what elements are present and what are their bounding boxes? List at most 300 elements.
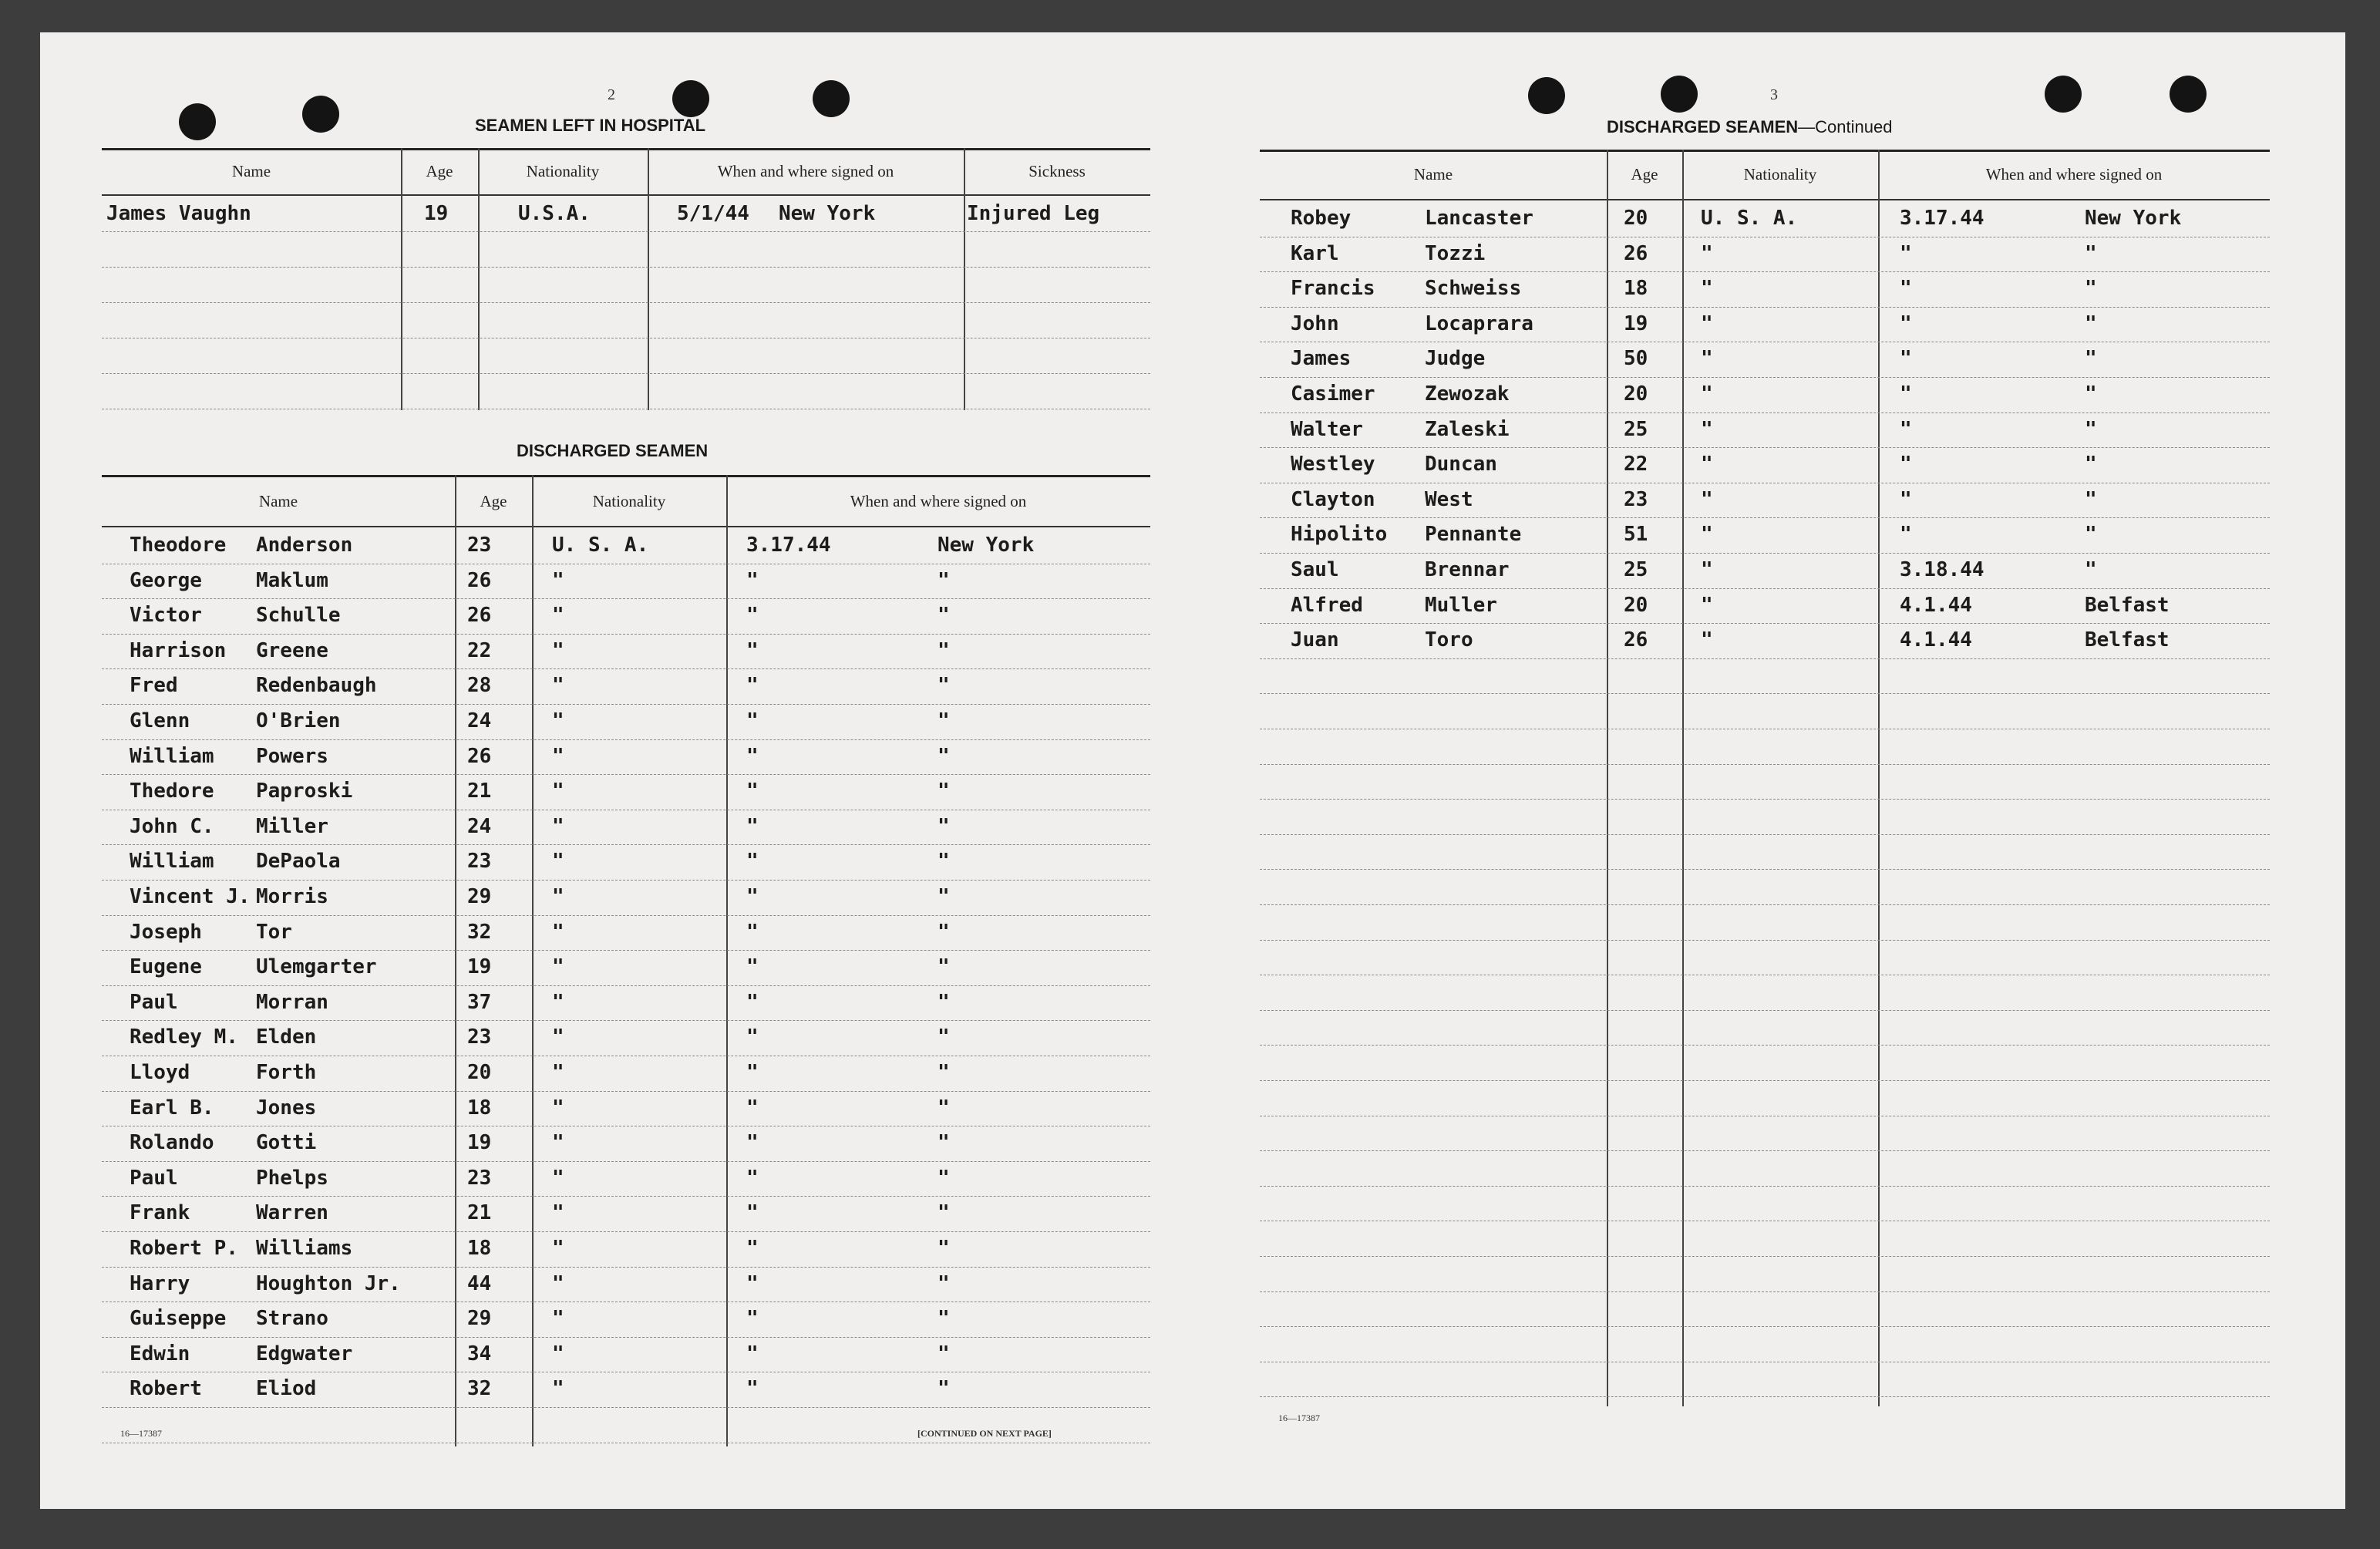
seaman-age: 18: [467, 1237, 492, 1260]
table-row: [1260, 1292, 2270, 1328]
signed-on-place: ": [938, 780, 950, 803]
signed-on-place: ": [938, 568, 950, 592]
seaman-first-name: Robey: [1291, 207, 1352, 230]
seaman-first-name: Edwin: [130, 1342, 190, 1365]
left-page: [102, 32, 1150, 1509]
sickness: Injured Leg: [967, 202, 1100, 225]
seaman-age: 32: [467, 1377, 492, 1401]
seaman-last-name: Tor: [256, 920, 292, 944]
signed-on-place: ": [938, 885, 950, 908]
signed-on-date: 4.1.44: [1900, 628, 1972, 652]
seaman-last-name: Zaleski: [1425, 417, 1510, 441]
seaman-last-name: Edgwater: [256, 1342, 353, 1365]
seaman-nationality: ": [1701, 593, 1713, 617]
seaman-first-name: Saul: [1291, 558, 1339, 581]
table-row: [1260, 342, 2270, 378]
signed-on-date: ": [746, 1307, 759, 1331]
table-row: [1260, 729, 2270, 765]
seaman-last-name: Anderson: [256, 534, 353, 557]
seaman-nationality: ": [552, 1166, 564, 1190]
seaman-age: 29: [467, 885, 492, 908]
signed-on-place: New York: [779, 202, 876, 225]
seaman-first-name: Alfred: [1291, 593, 1363, 617]
table-row: [1260, 518, 2270, 554]
seaman-age: 21: [467, 1201, 492, 1225]
signed-on-place: ": [938, 1131, 950, 1155]
signed-on-place: ": [938, 709, 950, 732]
seaman-first-name: Frank: [130, 1201, 190, 1225]
seaman-first-name: Theodore: [130, 534, 227, 557]
table-row: [1260, 483, 2270, 519]
seaman-last-name: DePaola: [256, 850, 341, 874]
signed-on-date: ": [1900, 417, 1912, 441]
table-row: [102, 1302, 1150, 1338]
seaman-nationality: ": [552, 885, 564, 908]
table-row: [1260, 659, 2270, 695]
seaman-last-name: Zewozak: [1425, 382, 1510, 406]
seaman-last-name: Morris: [256, 885, 328, 908]
section-title-main: DISCHARGED SEAMEN: [1607, 117, 1799, 136]
signed-on-place: ": [938, 1025, 950, 1049]
section-title-continued: —Continued: [1798, 117, 1893, 136]
signed-on-date: ": [1900, 241, 1912, 265]
table-row: [102, 1372, 1150, 1408]
table-row: [102, 1056, 1150, 1092]
seaman-last-name: Warren: [256, 1201, 328, 1225]
table-row: [102, 986, 1150, 1022]
seaman-age: 25: [1624, 558, 1648, 581]
table-row: [102, 599, 1150, 635]
table-row: [1260, 1081, 2270, 1116]
signed-on-place: ": [938, 744, 950, 768]
signed-on-place: ": [2085, 241, 2097, 265]
signed-on-place: New York: [938, 534, 1035, 557]
signed-on-place: ": [2085, 277, 2097, 301]
seaman-last-name: Elden: [256, 1025, 317, 1049]
signed-on-date: ": [746, 1166, 759, 1190]
seaman-first-name: Paul: [130, 1166, 178, 1190]
table-row: [1260, 1116, 2270, 1152]
seaman-nationality: ": [552, 920, 564, 944]
seaman-first-name: John C.: [130, 814, 214, 838]
signed-on-place: ": [2085, 382, 2097, 406]
col-header-nationality: Nationality: [592, 492, 666, 510]
table-row: [1260, 308, 2270, 343]
seaman-first-name: Hipolito: [1291, 523, 1388, 547]
seaman-first-name: Robert P.: [130, 1237, 238, 1260]
col-header-sickness: Sickness: [1028, 162, 1086, 180]
seaman-age: 51: [1624, 523, 1648, 547]
table-row: [1260, 1011, 2270, 1046]
seaman-nationality: ": [552, 1061, 564, 1084]
table-row: [102, 197, 1150, 232]
seaman-age: 19: [424, 202, 449, 225]
table-row: [1260, 870, 2270, 905]
continued-note: [CONTINUED ON NEXT PAGE]: [917, 1428, 1052, 1439]
signed-on-place: ": [938, 920, 950, 944]
seaman-age: 29: [467, 1307, 492, 1331]
signed-on-place: ": [938, 604, 950, 628]
col-header-signed-on: When and where signed on: [1985, 165, 2163, 184]
seaman-last-name: Jones: [256, 1096, 317, 1120]
seaman-nationality: ": [552, 1271, 564, 1295]
signed-on-date: ": [746, 920, 759, 944]
seaman-nationality: ": [1701, 347, 1713, 371]
seaman-first-name: Clayton: [1291, 487, 1375, 511]
seaman-nationality: ": [552, 1096, 564, 1120]
table-row: [102, 1092, 1150, 1127]
table-row: [102, 775, 1150, 810]
seaman-age: 44: [467, 1271, 492, 1295]
table-row: [102, 635, 1150, 670]
col-header-age: Age: [426, 162, 453, 180]
table-row: [102, 233, 1150, 268]
seaman-age: 50: [1624, 347, 1648, 371]
seaman-last-name: Forth: [256, 1061, 317, 1084]
seaman-nationality: ": [1701, 417, 1713, 441]
signed-on-date: ": [746, 638, 759, 662]
seaman-last-name: Williams: [256, 1237, 353, 1260]
table-row: [102, 375, 1150, 409]
table-row: [102, 1338, 1150, 1373]
signed-on-date: ": [746, 955, 759, 979]
signed-on-place: Belfast: [2085, 628, 2170, 652]
seaman-first-name: Glenn: [130, 709, 190, 732]
seaman-age: 18: [467, 1096, 492, 1120]
signed-on-date: ": [1900, 487, 1912, 511]
signed-on-place: ": [938, 850, 950, 874]
seaman-first-name: Rolando: [130, 1131, 214, 1155]
seaman-age: 23: [467, 1025, 492, 1049]
discharged-section-title: DISCHARGED SEAMEN: [517, 441, 709, 460]
page-number: 3: [1770, 86, 1778, 103]
seaman-first-name: Harrison: [130, 638, 227, 662]
seaman-nationality: ": [552, 850, 564, 874]
signed-on-place: ": [938, 1201, 950, 1225]
signed-on-place: ": [2085, 487, 2097, 511]
signed-on-date: ": [746, 1271, 759, 1295]
form-number: 16—17387: [1278, 1413, 1320, 1423]
seaman-age: 24: [467, 709, 492, 732]
signed-on-place: Belfast: [2085, 593, 2170, 617]
seaman-nationality: ": [1701, 628, 1713, 652]
table-row: [102, 304, 1150, 338]
table-row: [1260, 448, 2270, 483]
table-row: [102, 1268, 1150, 1303]
seaman-last-name: Morran: [256, 990, 328, 1014]
seaman-age: 24: [467, 814, 492, 838]
seaman-first-name: Thedore: [130, 780, 214, 803]
seaman-first-name: Fred: [130, 674, 178, 698]
seaman-age: 22: [467, 638, 492, 662]
seaman-age: 20: [1624, 593, 1648, 617]
seaman-last-name: Toro: [1425, 628, 1473, 652]
seaman-last-name: Schulle: [256, 604, 341, 628]
seaman-first-name: James: [1291, 347, 1352, 371]
signed-on-place: ": [938, 990, 950, 1014]
seaman-name: James Vaughn: [106, 202, 251, 225]
table-row: [102, 339, 1150, 374]
table-row: [1260, 554, 2270, 589]
seaman-first-name: Robert: [130, 1377, 202, 1401]
seaman-nationality: ": [552, 1025, 564, 1049]
seaman-age: 28: [467, 674, 492, 698]
table-row: [1260, 941, 2270, 976]
signed-on-date: ": [746, 1061, 759, 1084]
discharged-continued-title: [1607, 117, 1892, 137]
table-row: [102, 1126, 1150, 1162]
table-row: [1260, 800, 2270, 835]
signed-on-place: ": [2085, 453, 2097, 476]
seaman-nationality: ": [1701, 523, 1713, 547]
signed-on-date: ": [746, 1377, 759, 1401]
table-row: [1260, 237, 2270, 273]
table-row: [102, 881, 1150, 916]
signed-on-place: ": [938, 1061, 950, 1084]
seaman-age: 20: [1624, 382, 1648, 406]
signed-on-place: ": [938, 955, 950, 979]
col-header-name: Name: [258, 492, 298, 510]
col-header-signed-on: When and where signed on: [850, 492, 1027, 510]
table-row: [1260, 835, 2270, 870]
signed-on-place: ": [2085, 558, 2097, 581]
seaman-age: 37: [467, 990, 492, 1014]
seaman-last-name: Eliod: [256, 1377, 317, 1401]
signed-on-place: ": [938, 638, 950, 662]
page-number: 2: [608, 86, 615, 103]
signed-on-place: ": [938, 1307, 950, 1331]
signed-on-date: ": [746, 990, 759, 1014]
signed-on-date: ": [1900, 523, 1912, 547]
table-row: [102, 1021, 1150, 1056]
table-row: [1260, 624, 2270, 659]
seaman-nationality: ": [552, 744, 564, 768]
seaman-age: 26: [1624, 241, 1648, 265]
signed-on-date: ": [746, 568, 759, 592]
seaman-last-name: Houghton Jr.: [256, 1271, 401, 1295]
table-row: [102, 705, 1150, 740]
table-row: [1260, 589, 2270, 625]
seaman-first-name: Victor: [130, 604, 202, 628]
col-header-age: Age: [480, 492, 507, 510]
seaman-last-name: O'Brien: [256, 709, 341, 732]
col-header-nationality: Nationality: [526, 162, 600, 180]
signed-on-place: ": [938, 814, 950, 838]
signed-on-place: ": [938, 1166, 950, 1190]
seaman-first-name: William: [130, 850, 214, 874]
signed-on-date: 3.17.44: [1900, 207, 1984, 230]
seaman-age: 19: [467, 955, 492, 979]
signed-on-date: ": [746, 1237, 759, 1260]
signed-on-date: ": [1900, 277, 1912, 301]
signed-on-date: ": [746, 709, 759, 732]
table-row: [1260, 378, 2270, 413]
signed-on-date: ": [746, 885, 759, 908]
signed-on-date: ": [1900, 347, 1912, 371]
seaman-age: 20: [467, 1061, 492, 1084]
seaman-nationality: ": [552, 568, 564, 592]
seaman-first-name: Paul: [130, 990, 178, 1014]
table-row: [1260, 975, 2270, 1011]
seaman-last-name: Locaprara: [1425, 311, 1533, 335]
seaman-age: 23: [467, 850, 492, 874]
seaman-first-name: Vincent J.: [130, 885, 251, 908]
seaman-nationality: ": [552, 1201, 564, 1225]
seaman-first-name: Karl: [1291, 241, 1339, 265]
seaman-nationality: ": [1701, 241, 1713, 265]
signed-on-date: ": [746, 850, 759, 874]
signed-on-date: ": [1900, 311, 1912, 335]
signed-on-date: 3.18.44: [1900, 558, 1984, 581]
seaman-last-name: Strano: [256, 1307, 328, 1331]
signed-on-place: ": [938, 1342, 950, 1365]
seaman-nationality: ": [552, 955, 564, 979]
seaman-first-name: Juan: [1291, 628, 1339, 652]
seaman-age: 23: [1624, 487, 1648, 511]
signed-on-date: ": [746, 744, 759, 768]
seaman-age: 23: [467, 1166, 492, 1190]
seaman-nationality: ": [552, 1342, 564, 1365]
signed-on-place: ": [938, 674, 950, 698]
seaman-nationality: U. S. A.: [552, 534, 649, 557]
seaman-age: 19: [1624, 311, 1648, 335]
seaman-nationality: ": [552, 1237, 564, 1260]
seaman-age: 21: [467, 780, 492, 803]
col-header-name: Name: [231, 162, 271, 180]
signed-on-date: ": [746, 1096, 759, 1120]
seaman-first-name: Westley: [1291, 453, 1375, 476]
signed-on-place: ": [938, 1271, 950, 1295]
table-row: [1260, 1362, 2270, 1398]
seaman-nationality: ": [552, 1307, 564, 1331]
seaman-last-name: Phelps: [256, 1166, 328, 1190]
seaman-last-name: Gotti: [256, 1131, 317, 1155]
table-row: [1260, 1257, 2270, 1292]
col-header-name: Name: [1413, 165, 1453, 184]
table-row: [1260, 413, 2270, 449]
seaman-age: 25: [1624, 417, 1648, 441]
seaman-age: 19: [467, 1131, 492, 1155]
seaman-last-name: Schweiss: [1425, 277, 1522, 301]
signed-on-date: ": [746, 674, 759, 698]
seaman-nationality: ": [1701, 277, 1713, 301]
signed-on-date: ": [746, 1025, 759, 1049]
seaman-nationality: ": [552, 638, 564, 662]
seaman-nationality: ": [552, 674, 564, 698]
seaman-first-name: Walter: [1291, 417, 1363, 441]
table-row: [1260, 1151, 2270, 1187]
table-row: [102, 740, 1150, 776]
signed-on-date: ": [746, 604, 759, 628]
seaman-age: 26: [467, 568, 492, 592]
seaman-last-name: Greene: [256, 638, 328, 662]
seaman-first-name: Harry: [130, 1271, 190, 1295]
seaman-last-name: Lancaster: [1425, 207, 1533, 230]
table-row: [102, 810, 1150, 846]
seaman-first-name: Joseph: [130, 920, 202, 944]
seaman-age: 26: [467, 604, 492, 628]
seaman-last-name: Tozzi: [1425, 241, 1486, 265]
seaman-nationality: ": [552, 990, 564, 1014]
table-row: [1260, 1187, 2270, 1222]
signed-on-place: New York: [2085, 207, 2182, 230]
seaman-first-name: Guiseppe: [130, 1307, 227, 1331]
seaman-age: 22: [1624, 453, 1648, 476]
seaman-nationality: ": [1701, 558, 1713, 581]
signed-on-place: ": [2085, 311, 2097, 335]
hospital-section-title: SEAMEN LEFT IN HOSPITAL: [475, 116, 706, 135]
seaman-first-name: Earl B.: [130, 1096, 214, 1120]
signed-on-place: ": [2085, 523, 2097, 547]
col-header-signed-on: When and where signed on: [717, 162, 894, 180]
seaman-nationality: ": [1701, 382, 1713, 406]
signed-on-date: ": [746, 814, 759, 838]
seaman-first-name: Casimer: [1291, 382, 1375, 406]
table-row: [1260, 202, 2270, 237]
signed-on-date: ": [1900, 382, 1912, 406]
seaman-nationality: ": [1701, 453, 1713, 476]
seaman-last-name: Muller: [1425, 593, 1497, 617]
signed-on-date: ": [1900, 453, 1912, 476]
seaman-last-name: Pennante: [1425, 523, 1522, 547]
table-row: [102, 669, 1150, 705]
seaman-nationality: ": [1701, 487, 1713, 511]
seaman-last-name: Redenbaugh: [256, 674, 377, 698]
seaman-last-name: Powers: [256, 744, 328, 768]
seaman-nationality: ": [552, 814, 564, 838]
signed-on-place: ": [938, 1377, 950, 1401]
seaman-first-name: George: [130, 568, 202, 592]
seaman-first-name: William: [130, 744, 214, 768]
discharged-continued-table: [1260, 150, 2270, 1414]
seaman-first-name: John: [1291, 311, 1339, 335]
table-row: [102, 1162, 1150, 1197]
seaman-age: 18: [1624, 277, 1648, 301]
table-row: [1260, 272, 2270, 308]
table-row: [102, 564, 1150, 600]
form-number: 16—17387: [120, 1428, 162, 1439]
right-page: [1260, 32, 2270, 1509]
seaman-last-name: Paproski: [256, 780, 353, 803]
seaman-nationality: ": [552, 1131, 564, 1155]
signed-on-date: 3.17.44: [746, 534, 831, 557]
table-row: [102, 268, 1150, 303]
seaman-age: 26: [1624, 628, 1648, 652]
seaman-first-name: Lloyd: [130, 1061, 190, 1084]
signed-on-place: ": [938, 1096, 950, 1120]
seaman-last-name: Brennar: [1425, 558, 1510, 581]
table-row: [102, 951, 1150, 986]
table-row: [1260, 1221, 2270, 1257]
seaman-nationality: ": [552, 1377, 564, 1401]
seaman-nationality: ": [552, 604, 564, 628]
table-row: [1260, 1046, 2270, 1081]
seaman-nationality: ": [552, 780, 564, 803]
seaman-first-name: Eugene: [130, 955, 202, 979]
signed-on-date: ": [746, 780, 759, 803]
table-row: [1260, 694, 2270, 729]
discharged-table: [102, 475, 1150, 1454]
seaman-last-name: Ulemgarter: [256, 955, 377, 979]
table-row: [102, 1232, 1150, 1268]
hospital-table: [102, 148, 1150, 449]
signed-on-date: ": [746, 1342, 759, 1365]
signed-on-date: ": [746, 1131, 759, 1155]
seaman-first-name: Francis: [1291, 277, 1375, 301]
seaman-age: 20: [1624, 207, 1648, 230]
signed-on-date: 5/1/44: [677, 202, 749, 225]
seaman-last-name: Miller: [256, 814, 328, 838]
